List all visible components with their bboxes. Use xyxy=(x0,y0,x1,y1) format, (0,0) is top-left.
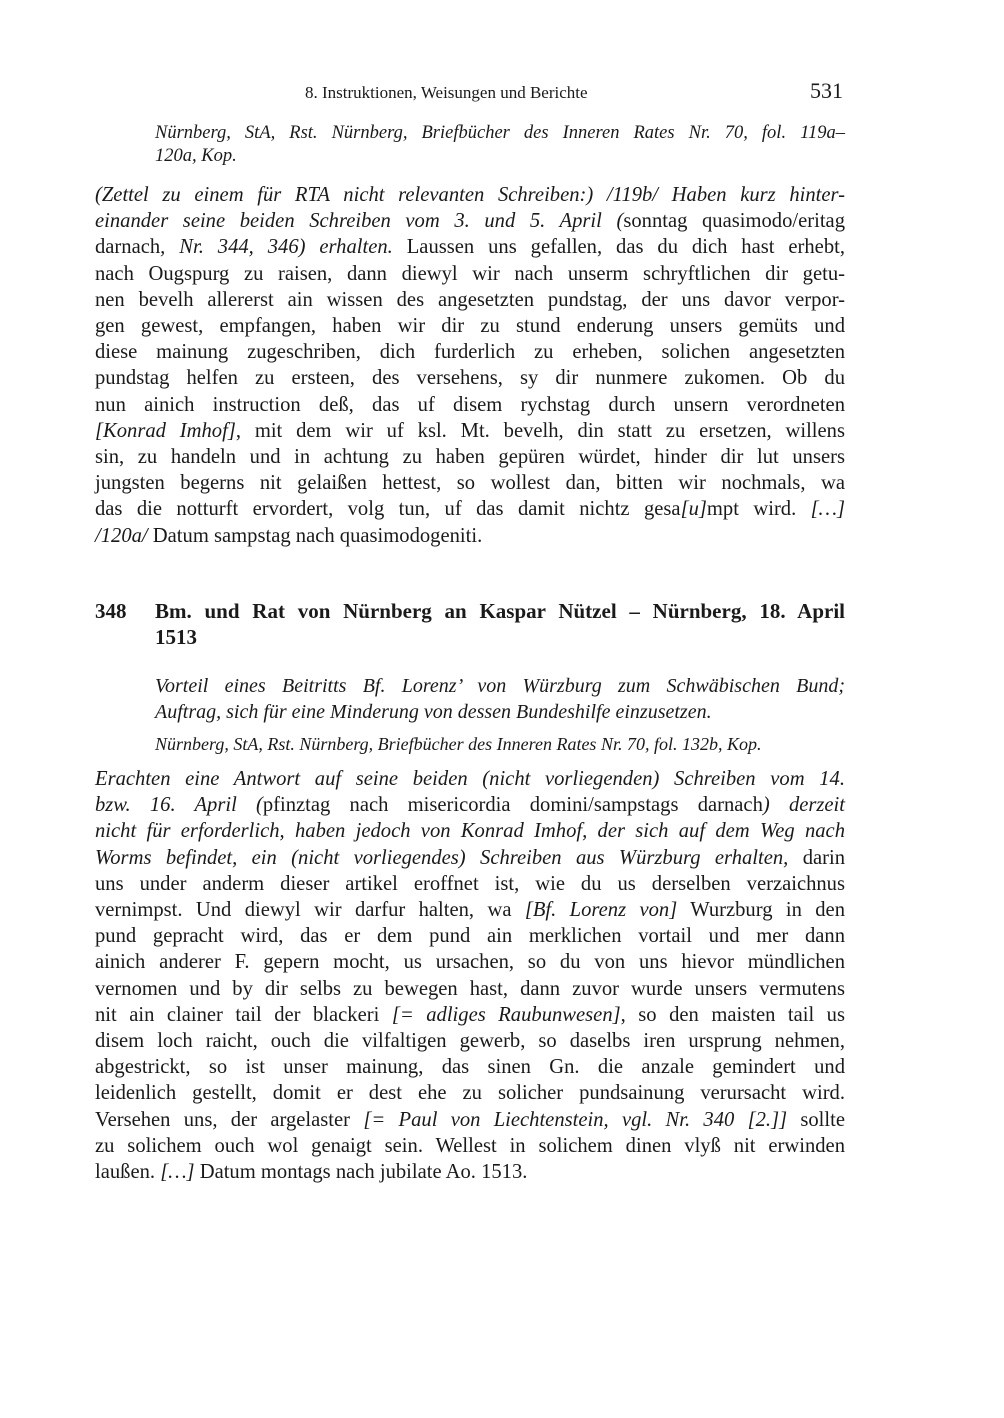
editorial-text: bzw. 16. April ( xyxy=(95,794,263,817)
text-line xyxy=(95,1080,845,1106)
text-line xyxy=(95,871,845,897)
source-text: darin xyxy=(788,846,846,869)
source-text: leidenlich gestellt, domit er dest ehe zu solicher pundsainung verursacht wird. xyxy=(95,1082,845,1105)
source-text: sollte xyxy=(787,1108,845,1131)
source-line: 120a, Kop. xyxy=(155,146,237,166)
text-line xyxy=(95,845,845,871)
text-line xyxy=(95,1159,845,1185)
source-text: Datum sampstag nach quasimodogeniti. xyxy=(147,524,483,547)
text-line xyxy=(95,339,845,365)
text-line xyxy=(95,818,845,844)
running-head-title: 8. Instruktionen, Weisungen und Berichte xyxy=(305,83,588,102)
source-text: diese mainung zugeschriben, dich furderlich zu erheben, solichen angesetzten xyxy=(95,341,845,364)
source-text: gen gewest, empfangen, haben wir dir zu stund enderung unsers gemüts und xyxy=(95,315,845,338)
text-line xyxy=(95,1054,845,1080)
editorial-text: Worms befindet, ein (nicht vorliegendes) Schreiben aus Würzburg erhalten, xyxy=(95,846,789,869)
source-text: das die notturft ervordert, volg tun, uf das damit nichtz gesa xyxy=(95,498,681,521)
source-text: laußen. xyxy=(95,1161,161,1184)
source-text: ainich anderer F. gepern mocht, us ursachen, so du von uns hievor mündlichen xyxy=(95,951,845,974)
text-line xyxy=(95,418,845,444)
editorial-text: ) derzeit xyxy=(762,794,845,817)
editorial-text: Erachten eine Antwort auf seine beiden (nicht vorliegenden) Schreiben vom 14. xyxy=(95,768,845,790)
editorial-text: […] xyxy=(810,498,845,521)
source-text: Wurzburg in den xyxy=(677,899,845,922)
editorial-text: , Nr. 344, 346) erhalten. xyxy=(160,236,393,259)
text-line xyxy=(95,897,845,923)
document-title-line: 1513 xyxy=(155,625,197,649)
previous-document-source xyxy=(155,122,845,168)
text-line xyxy=(95,444,845,470)
editorial-text: [Bf. Lorenz von] xyxy=(524,899,678,922)
page-number: 531 xyxy=(810,78,843,103)
document-title xyxy=(155,598,845,650)
text-line xyxy=(95,287,845,313)
text-line xyxy=(95,182,845,208)
source-text: darnach xyxy=(95,236,161,259)
source-text: uns under anderm dieser artikel eroffnet ist, wie du us derselben verzaichnus xyxy=(95,872,845,895)
source-line: Nürnberg, StA, Rst. Nürnberg, Briefbücher des Inneren Rates Nr. 70, fol. 132b, Kop. xyxy=(155,734,762,754)
text-line xyxy=(95,1028,845,1054)
text-line xyxy=(95,234,845,260)
source-text: nach Ougspurg zu raisen, dann diewyl wir nach unserm schryftlichen dir getu- xyxy=(95,262,845,285)
text-line xyxy=(95,1002,845,1028)
text-line xyxy=(95,392,845,418)
editorial-text: /120a/ xyxy=(95,524,148,547)
text-line xyxy=(95,523,845,549)
text-line xyxy=(95,923,845,949)
source-text: vernimpst. Und diewyl wir darfur halten, wa xyxy=(95,899,525,922)
source-text: pundstag helfen zu ersteen, des versehens, sy dir nunmere zukomen. Ob du xyxy=(95,367,845,390)
document-title-line: Bm. und Rat von Nürnberg an Kaspar Nützel – Nürnberg, 18. April xyxy=(155,599,845,623)
source-text: zu solichem ouch wol genaigt sein. Wellest in solichem dinen vlyß nit erwinden xyxy=(95,1134,845,1157)
source-text: nen bevelh allererst ain wissen des angesetzten pundstag, der uns davor verpor- xyxy=(95,288,845,311)
text-line xyxy=(95,766,845,792)
regest-line: Vorteil eines Beitritts Bf. Lorenz’ von Würzburg zum Schwäbischen Bund; xyxy=(155,675,845,697)
text-line xyxy=(95,1107,845,1133)
document-regest xyxy=(155,673,845,725)
editorial-text: […] xyxy=(160,1161,195,1184)
previous-document-body xyxy=(95,182,845,549)
running-head xyxy=(95,80,845,106)
source-text: pund gepracht wird, das er dem pund ain merklichen vortail und mer dann xyxy=(95,925,845,948)
source-text: abgestrickt, so ist unser mainung, das sinen Gn. die anzale gemindert und xyxy=(95,1056,845,1079)
text-line xyxy=(95,976,845,1002)
document-number: 348 xyxy=(95,599,127,623)
source-text: , so den maisten tail us xyxy=(620,1003,845,1026)
document-body xyxy=(95,766,845,1185)
source-text: vernomen und by dir selbs zu bewegen hast, dann zuvor wurde unsers vermutens xyxy=(95,977,845,1000)
source-text: Datum montags nach jubilate Ao. 1513. xyxy=(194,1161,528,1184)
text-line xyxy=(95,261,845,287)
text-line xyxy=(95,470,845,496)
editorial-text: nicht für erforderlich, haben jedoch von Konrad Imhof, der sich auf dem Weg nach xyxy=(95,820,845,843)
source-text: , mit dem wir uf ksl. Mt. bevelh, din statt zu ersetzen, willens xyxy=(235,419,845,442)
text-line xyxy=(95,949,845,975)
editorial-text: einander seine beiden Schreiben vom 3. und 5. April ( xyxy=(95,210,624,233)
source-text: sin, zu handeln und in achtung zu haben gepüren würdet, hinder dir lut unsers xyxy=(95,446,845,469)
editorial-text: [= adliges Raubunwesen] xyxy=(391,1003,621,1026)
source-text: Laussen uns gefallen, das du dich hast erhebt, xyxy=(392,236,845,259)
source-text: jungsten begerns nit gelaißen hettest, so wollest dan, bitten wir nochmals, wa xyxy=(95,472,845,495)
source-text: nit ain clainer tail der blackeri xyxy=(95,1003,392,1026)
text-line xyxy=(95,313,845,339)
editorial-text: [u] xyxy=(680,498,707,521)
editorial-text: [= Paul von Liechtenstein, vgl. Nr. 340 [2.]] xyxy=(363,1108,788,1131)
document-source xyxy=(155,733,845,756)
text-line xyxy=(95,496,845,522)
editorial-text: (Zettel zu einem für RTA nicht relevanten Schreiben:) /119b/ Haben kurz hinter- xyxy=(95,184,845,206)
editorial-text: [Konrad Imhof] xyxy=(95,419,236,442)
text-line xyxy=(95,1133,845,1159)
text-line xyxy=(95,365,845,391)
text-line xyxy=(95,792,845,818)
source-text: disem loch raicht, ouch die vilfaltigen gewerb, so daselbs iren ursprung nehmen, xyxy=(95,1030,845,1053)
text-line xyxy=(95,208,845,234)
source-line: Nürnberg, StA, Rst. Nürnberg, Briefbücher des Inneren Rates Nr. 70, fol. 119a– xyxy=(155,123,845,143)
source-text: nun ainich instruction deß, das uf disem rychstag durch unsern verordneten xyxy=(95,393,845,416)
regest-line: Auftrag, sich für eine Minderung von dessen Bundeshilfe einzusetzen. xyxy=(155,701,712,723)
source-text: mpt wird. xyxy=(706,498,811,521)
source-text: sonntag quasimodo/eritag xyxy=(623,210,845,233)
source-text: Versehen uns, der argelaster xyxy=(95,1108,364,1131)
source-text: pfinztag nach misericordia domini/sampstags darnach xyxy=(262,794,763,817)
